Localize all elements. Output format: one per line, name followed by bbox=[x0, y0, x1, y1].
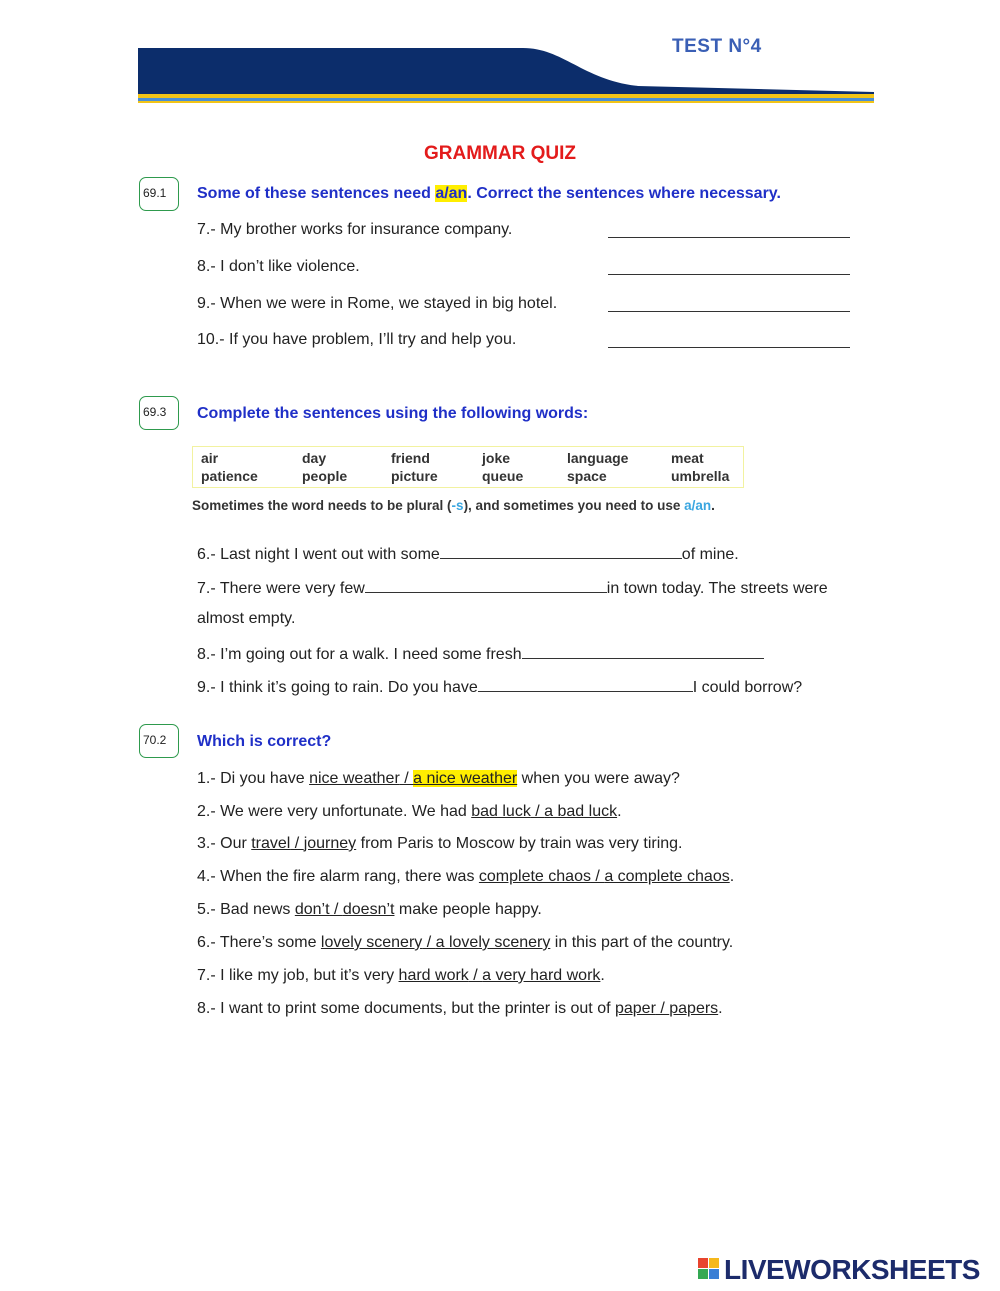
item-text: . bbox=[718, 1000, 723, 1017]
s1-answer-7[interactable] bbox=[608, 237, 850, 238]
item-text: 7.- I like my job, but it’s very bbox=[197, 967, 399, 984]
option-b-selected[interactable]: a nice weather bbox=[413, 770, 518, 787]
option-b[interactable]: a complete chaos bbox=[604, 868, 730, 885]
item-text: 1.- Di you have bbox=[197, 770, 310, 787]
item-text: . bbox=[617, 803, 622, 820]
word-box bbox=[192, 446, 744, 488]
note-text-blue: -s bbox=[451, 498, 464, 513]
option-separator: / bbox=[468, 967, 483, 984]
logo-text: LIVEWORKSHEETS bbox=[724, 1254, 980, 1285]
instruction-highlight: a/an bbox=[435, 185, 468, 202]
word-item: queue bbox=[482, 468, 524, 484]
word-item: day bbox=[302, 450, 327, 466]
s2-answer-8[interactable] bbox=[522, 644, 764, 659]
option-a[interactable]: travel bbox=[251, 835, 291, 852]
s1-item-8: 8.- I don’t like violence. bbox=[197, 258, 360, 275]
item-text: 7.- There were very few bbox=[197, 580, 365, 597]
option-a[interactable]: don’t bbox=[294, 901, 330, 918]
item-text: 9.- I think it’s going to rain. Do you have bbox=[197, 679, 478, 696]
option-b[interactable]: papers bbox=[669, 1000, 719, 1017]
item-text: I could borrow? bbox=[692, 679, 803, 696]
item-text: in this part of the country. bbox=[550, 934, 734, 951]
word-box-note bbox=[192, 498, 715, 513]
item-text: . bbox=[600, 967, 605, 984]
note-text: . bbox=[711, 498, 715, 513]
section-2-instruction: Complete the sentences using the following words: bbox=[197, 405, 589, 422]
test-title: TEST N°4 bbox=[672, 36, 762, 57]
option-b[interactable]: a bad luck bbox=[544, 803, 618, 820]
option-separator: / bbox=[530, 803, 545, 820]
option-a[interactable]: complete chaos bbox=[478, 868, 591, 885]
word-item: people bbox=[302, 468, 348, 484]
logo-blocks-icon bbox=[698, 1258, 720, 1282]
word-item: meat bbox=[671, 450, 704, 466]
section-3-instruction: Which is correct? bbox=[197, 733, 332, 750]
s2-answer-6[interactable] bbox=[440, 544, 682, 559]
option-a[interactable]: paper bbox=[614, 1000, 656, 1017]
section-badge-69-3: 69.3 bbox=[139, 396, 179, 430]
item-text: of mine. bbox=[681, 546, 739, 563]
option-separator: / bbox=[290, 835, 304, 852]
s3-item-2 bbox=[197, 803, 622, 821]
s1-item-10: 10.- If you have problem, I’ll try and help you. bbox=[197, 331, 517, 348]
s3-item-5 bbox=[197, 901, 542, 919]
item-text: 8.- I’m going out for a walk. I need some fresh bbox=[197, 646, 522, 663]
item-text: 5.- Bad news bbox=[197, 901, 295, 918]
s2-item-8 bbox=[197, 644, 764, 664]
item-text: in town today. The streets were bbox=[606, 580, 828, 597]
word-item: air bbox=[201, 450, 219, 466]
option-a[interactable]: lovely scenery bbox=[320, 934, 423, 951]
word-item: patience bbox=[201, 468, 258, 484]
s1-answer-8[interactable] bbox=[608, 274, 850, 275]
word-item: joke bbox=[482, 450, 511, 466]
instruction-text: Some of these sentences need bbox=[197, 185, 436, 202]
option-b[interactable]: doesn’t bbox=[342, 901, 395, 918]
s3-item-4 bbox=[197, 868, 734, 886]
s3-item-7 bbox=[197, 967, 605, 985]
s1-answer-9[interactable] bbox=[608, 311, 850, 312]
item-text: make people happy. bbox=[394, 901, 542, 918]
option-a[interactable]: bad luck bbox=[471, 803, 531, 820]
option-a[interactable]: nice weather bbox=[309, 770, 400, 787]
s2-item-6 bbox=[197, 544, 739, 564]
option-separator: / bbox=[590, 868, 605, 885]
word-item: language bbox=[567, 450, 629, 466]
s3-item-3 bbox=[197, 835, 683, 853]
section-badge-69-1: 69.1 bbox=[139, 177, 179, 211]
option-b[interactable]: a lovely scenery bbox=[435, 934, 551, 951]
word-item: picture bbox=[391, 468, 438, 484]
s1-item-7: 7.- My brother works for insurance company. bbox=[197, 221, 513, 238]
note-text: ), and sometimes you need to use bbox=[463, 498, 685, 513]
s2-answer-9[interactable] bbox=[478, 677, 693, 692]
option-separator: / bbox=[655, 1000, 670, 1017]
s1-answer-10[interactable] bbox=[608, 347, 850, 348]
option-b[interactable]: journey bbox=[303, 835, 357, 852]
word-item: friend bbox=[391, 450, 430, 466]
s1-item-9: 9.- When we were in Rome, we stayed in big hotel. bbox=[197, 295, 558, 312]
s3-item-1 bbox=[197, 770, 680, 788]
word-item: umbrella bbox=[671, 468, 730, 484]
header-banner bbox=[138, 40, 874, 106]
s2-answer-7[interactable] bbox=[365, 578, 607, 593]
item-text: 4.- When the fire alarm rang, there was bbox=[197, 868, 479, 885]
item-text: when you were away? bbox=[517, 770, 680, 787]
note-text-blue: a/an bbox=[684, 498, 712, 513]
note-text: Sometimes the word needs to be plural ( bbox=[192, 498, 452, 513]
item-text: from Paris to Moscow by train was very tiring. bbox=[356, 835, 683, 852]
word-item: space bbox=[567, 468, 607, 484]
item-text: 8.- I want to print some documents, but the printer is out of bbox=[197, 1000, 615, 1017]
s2-item-7 bbox=[197, 578, 828, 598]
s3-item-6 bbox=[197, 934, 733, 952]
option-separator: / bbox=[422, 934, 436, 951]
section-badge-70-2: 70.2 bbox=[139, 724, 179, 758]
s3-item-8 bbox=[197, 1000, 723, 1018]
section-1-instruction bbox=[197, 185, 781, 203]
option-a[interactable]: hard work bbox=[398, 967, 469, 984]
s2-item-7-cont: almost empty. bbox=[197, 610, 296, 627]
liveworksheets-logo bbox=[698, 1254, 994, 1286]
s2-item-9 bbox=[197, 677, 802, 697]
page-title: GRAMMAR QUIZ bbox=[424, 143, 576, 164]
option-separator: / bbox=[329, 901, 343, 918]
instruction-text: . Correct the sentences where necessary. bbox=[467, 185, 781, 202]
item-text: . bbox=[729, 868, 735, 885]
option-b[interactable]: a very hard work bbox=[482, 967, 601, 984]
item-text: 3.- Our bbox=[197, 835, 252, 852]
option-separator: / bbox=[399, 770, 414, 787]
item-text: 2.- We were very unfortunate. We had bbox=[197, 803, 472, 820]
item-text: 6.- There’s some bbox=[197, 934, 321, 951]
item-text: 6.- Last night I went out with some bbox=[197, 546, 440, 563]
